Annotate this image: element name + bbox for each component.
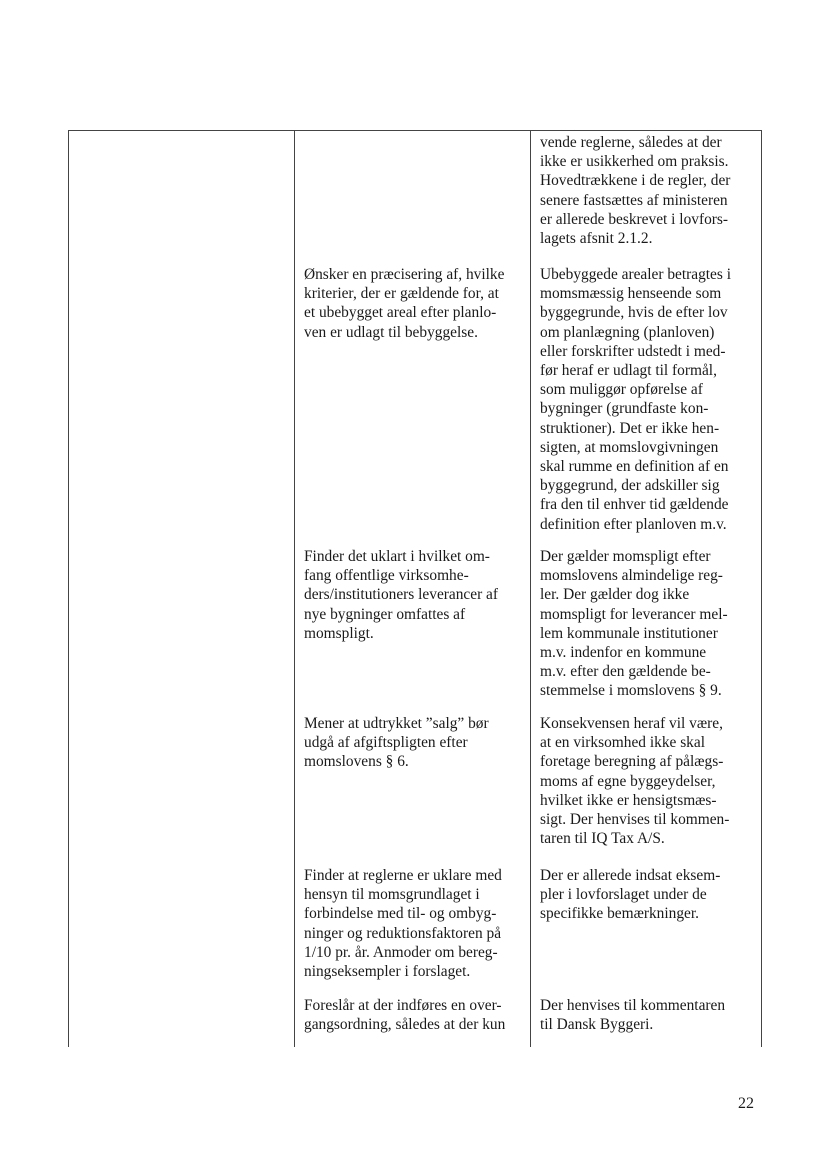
response-cell: Der gælder momspligt efter momslovens almindelige reg- ler. Der gælder dog ikke momspligt for leverancer mel- lem kommunale institutioner m.v. indenfor en kommune m.v. efter den gældende be- stemmelse i momslovens § 9. — [540, 548, 728, 700]
response-cell: vende reglerne, således at der ikke er usikkerhed om praksis. Hovedtrækkene i de regler, der senere fastsættes af ministeren er allerede beskrevet i lovfors- lagets afsnit 2.1.2. — [540, 134, 731, 248]
comments-table — [68, 130, 762, 1047]
column-divider-1 — [294, 131, 295, 1047]
comment-cell: Foreslår at der indføres en over- gangsordning, således at der kun — [304, 997, 506, 1034]
response-cell: Der henvises til kommentaren til Dansk Byggeri. — [540, 997, 726, 1034]
comment-cell: Finder at reglerne er uklare med hensyn til momsgrundlaget i forbindelse med til- og ombyg- ninger og reduktionsfaktoren på 1/10 pr. år. Anmoder om bereg- ningseksempler i forslaget. — [304, 867, 502, 981]
table-border-right — [761, 131, 762, 1047]
column-divider-2 — [530, 131, 531, 1047]
comment-cell: Mener at udtrykket ”salg” bør udgå af afgiftspligten efter momslovens § 6. — [304, 715, 489, 771]
table-border-left — [68, 131, 69, 1047]
page-number: 22 — [738, 1095, 754, 1112]
comment-cell: Finder det uklart i hvilket om- fang offentlige virksomhe- ders/institutioners leverancer af nye bygninger omfattes af momspligt. — [304, 548, 499, 642]
response-cell: Konsekvensen heraf vil være, at en virksomhed ikke skal foretage beregning af pålægs- moms af egne byggeydelser, hvilket ikke er hensigtsmæs- sigt. Der henvises til kommen- taren til IQ Tax A/S. — [540, 715, 730, 848]
response-cell: Ubebyggede arealer betragtes i momsmæssig henseende som byggegrunde, hvis de efter lov om planlægning (planloven) eller forskrifter udstedt i med- før heraf er udlagt til formål, som muliggør opførelse af bygninger (grundfaste kon- struktioner). Det er ikke hen- sigten, at momslovgivningen skal rumme en definition af en byggegrund, der adskiller sig fra den til enhver tid gældende definition efter planloven m.v. — [540, 266, 732, 533]
response-cell: Der er allerede indsat eksem- pler i lovforslaget under de specifikke bemærkninger. — [540, 867, 721, 923]
comment-cell: Ønsker en præcisering af, hvilke kriterier, der er gældende for, at et ubebygget areal efter planlo- ven er udlagt til bebyggelse. — [304, 266, 505, 341]
